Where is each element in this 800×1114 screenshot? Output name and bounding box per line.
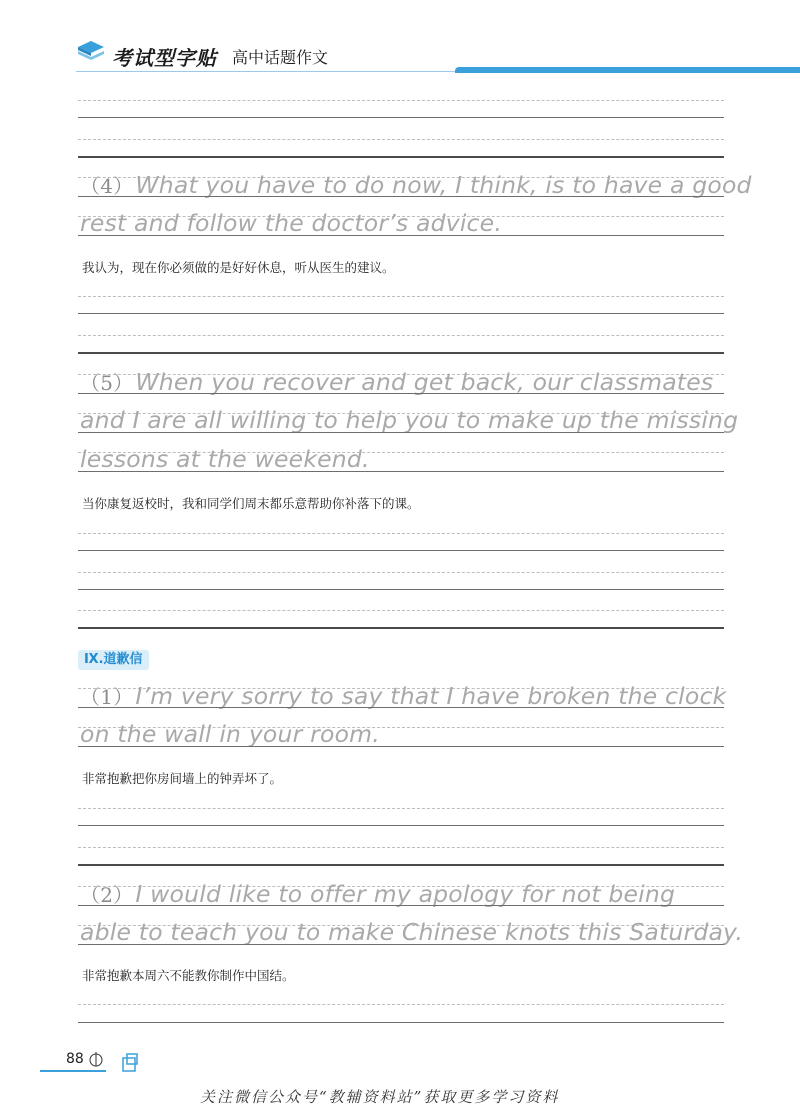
page-header [0,0,800,78]
writing-guide-line [78,533,724,534]
block-divider [78,864,724,866]
writing-base-line [78,117,724,118]
writing-base-line [78,196,724,197]
writing-base-line [78,825,724,826]
writing-base-line [78,707,724,708]
page-corner-icon [120,1052,140,1074]
writing-base-line [78,550,724,551]
footer-note: 关注微信公众号“教辅资料站”获取更多学习资料 [200,1088,560,1106]
header-divider [76,71,456,72]
book-stack-logo-icon [76,38,106,62]
header-accent-bar [455,67,800,73]
tracing-sentence-line: （1）I’m very sorry to say that I have broken the clock [80,682,727,710]
brand-title: 考试型字贴 [112,46,217,70]
writing-guide-line [78,335,724,336]
block-divider [78,352,724,354]
writing-guide-line [78,847,724,848]
chinese-translation: 当你康复返校时，我和同学们周末都乐意帮助你补落下的课。 [82,496,420,511]
writing-base-line [78,905,724,906]
tracing-sentence-line: rest and follow the doctor’s advice. [80,209,502,237]
tracing-sentence-line: lessons at the weekend. [80,445,370,473]
block-divider [78,156,724,158]
writing-base-line [78,589,724,590]
tracing-sentence-line: on the wall in your room. [80,720,380,748]
writing-base-line [78,1022,724,1023]
tracing-sentence-line: （5）When you recover and get back, our classmates [80,368,714,396]
tracing-sentence-line: （2）I would like to offer my apology for not being [80,880,676,908]
writing-guide-line [78,1004,724,1005]
writing-guide-line [78,808,724,809]
page-number: 88 [66,1051,84,1067]
block-divider [78,627,724,629]
writing-base-line [78,471,724,472]
tracing-sentence-line: and I are all willing to help you to make up the missing [80,406,739,434]
writing-base-line [78,313,724,314]
item-number: （4） [80,174,134,198]
header-subtitle: 高中话题作文 [232,48,329,67]
writing-guide-line [78,100,724,101]
writing-guide-line [78,296,724,297]
writing-guide-line [78,139,724,140]
writing-guide-line [78,610,724,611]
pen-nib-icon [88,1050,104,1068]
writing-base-line [78,746,724,747]
writing-base-line [78,432,724,433]
tracing-sentence-line: （4）What you have to do now, I think, is to have a good [80,171,752,199]
chinese-translation: 非常抱歉把你房间墙上的钟弄坏了。 [82,771,283,786]
item-number: （5） [80,371,134,395]
tracing-sentence-line: able to teach you to make Chinese knots this Saturday. [80,918,744,946]
chinese-translation: 我认为，现在你必须做的是好好休息，听从医生的建议。 [82,260,395,275]
writing-base-line [78,944,724,945]
writing-base-line [78,235,724,236]
writing-base-line [78,393,724,394]
writing-guide-line [78,572,724,573]
item-number: （2） [80,883,134,907]
item-number: （1） [80,685,134,709]
chinese-translation: 非常抱歉本周六不能教你制作中国结。 [82,968,295,983]
section-tag: Ⅸ.道歉信 [78,650,149,670]
footer-accent-line [40,1070,106,1072]
